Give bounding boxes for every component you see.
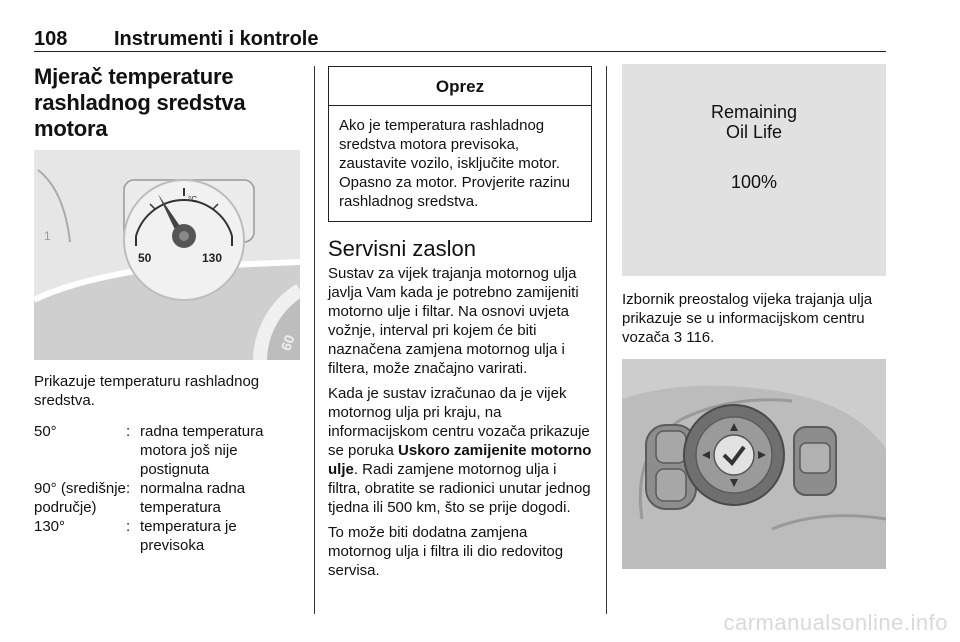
colon: : <box>126 480 131 497</box>
left-gauge-number: 1 <box>44 229 51 243</box>
service-section <box>328 236 592 580</box>
service-paragraph-3: To može biti dodatna zamjena motornog ulja i filtra ili dio redovitog servisa. <box>328 524 564 579</box>
column-oil-life <box>622 64 886 569</box>
page-header <box>34 28 886 52</box>
section-title-line2: rashladnog sredstva motora <box>34 90 246 141</box>
definition-term: 50° <box>34 423 57 440</box>
message-text: Uskoro zamijenite motorno ulje <box>328 442 592 478</box>
column-coolant-gauge <box>34 64 300 555</box>
column-divider <box>606 66 607 614</box>
gauge-label-50: 50 <box>138 251 152 265</box>
definition-text: radna temperatura motora još nije postignuta <box>140 423 264 478</box>
definition-term: 130° <box>34 518 66 535</box>
oil-life-caption <box>622 290 886 347</box>
display-line-2: Oil Life <box>725 122 783 142</box>
coolant-gauge-figure <box>34 150 300 360</box>
caution-box <box>328 66 592 222</box>
column-divider <box>314 66 315 614</box>
definition-text: temperatura je previsoka <box>140 518 237 554</box>
definition-term: 90° (središnje područje) <box>34 480 126 516</box>
section-title <box>34 64 300 142</box>
display-line-1: Remaining <box>710 102 798 122</box>
paragraph-text: Kada je sustav izračunao da je vijek motornog ulja pri kraju, na informacijskom centru vozača prikazuje se poruka <box>328 385 590 459</box>
steering-wheel-controls-figure <box>622 359 886 569</box>
definition-row <box>34 517 300 555</box>
caption-text: Izbornik preostalog vijeka trajanja ulja prikazuje se u informacijskom centru vozača <box>622 291 873 346</box>
definition-row <box>34 479 300 517</box>
gauge-caption: Prikazuje temperaturu rashladnog sredstva. <box>34 373 260 409</box>
caution-title: Oprez <box>329 67 591 106</box>
temperature-definition-list <box>34 422 300 555</box>
gauge-label-130: 130 <box>202 251 223 265</box>
reference-arrow-icon: 3 <box>673 329 683 346</box>
gauge-unit: °C <box>188 195 197 204</box>
colon: : <box>126 423 131 440</box>
service-paragraph-1: Sustav za vijek trajanja motornog ulja javlja Vam kada je potrebno zamijeniti motorno ulje i filtar. Na osnovi uvjeta vožnje, interval pri kojem će biti naznačena zamjena motornog ulja i filtera, može značajno varirati. <box>328 265 579 377</box>
paragraph-text: . Radi zamjene motornog ulja i filtra, obratite se radionici unutar jednog tjedna ili 500 km, što se prije dogodi. <box>328 461 591 516</box>
oil-life-display <box>622 64 886 276</box>
definition-row <box>34 422 300 479</box>
section-title-line1: Mjerač temperature <box>34 64 234 89</box>
reference-page: 116. <box>686 329 715 346</box>
chapter-title: Instrumenti i kontrole <box>114 28 319 50</box>
definition-text: normalna radna temperatura <box>140 480 246 516</box>
colon: : <box>126 518 131 535</box>
service-paragraph-2 <box>328 384 592 517</box>
caution-text: Ako je temperatura rashladnog sredstva motora previsoka, zaustavite vozilo, isključite motor. Opasno za motor. Provjerite razinu rashladnog sredstva. <box>339 117 570 210</box>
display-value: 100% <box>730 172 778 192</box>
column-service-display <box>328 64 592 586</box>
page-number: 108 <box>34 28 68 50</box>
watermark: carmanualsonline.info <box>723 610 948 635</box>
service-title: Servisni zaslon <box>328 236 476 261</box>
speedo-number: 60 <box>277 332 298 353</box>
